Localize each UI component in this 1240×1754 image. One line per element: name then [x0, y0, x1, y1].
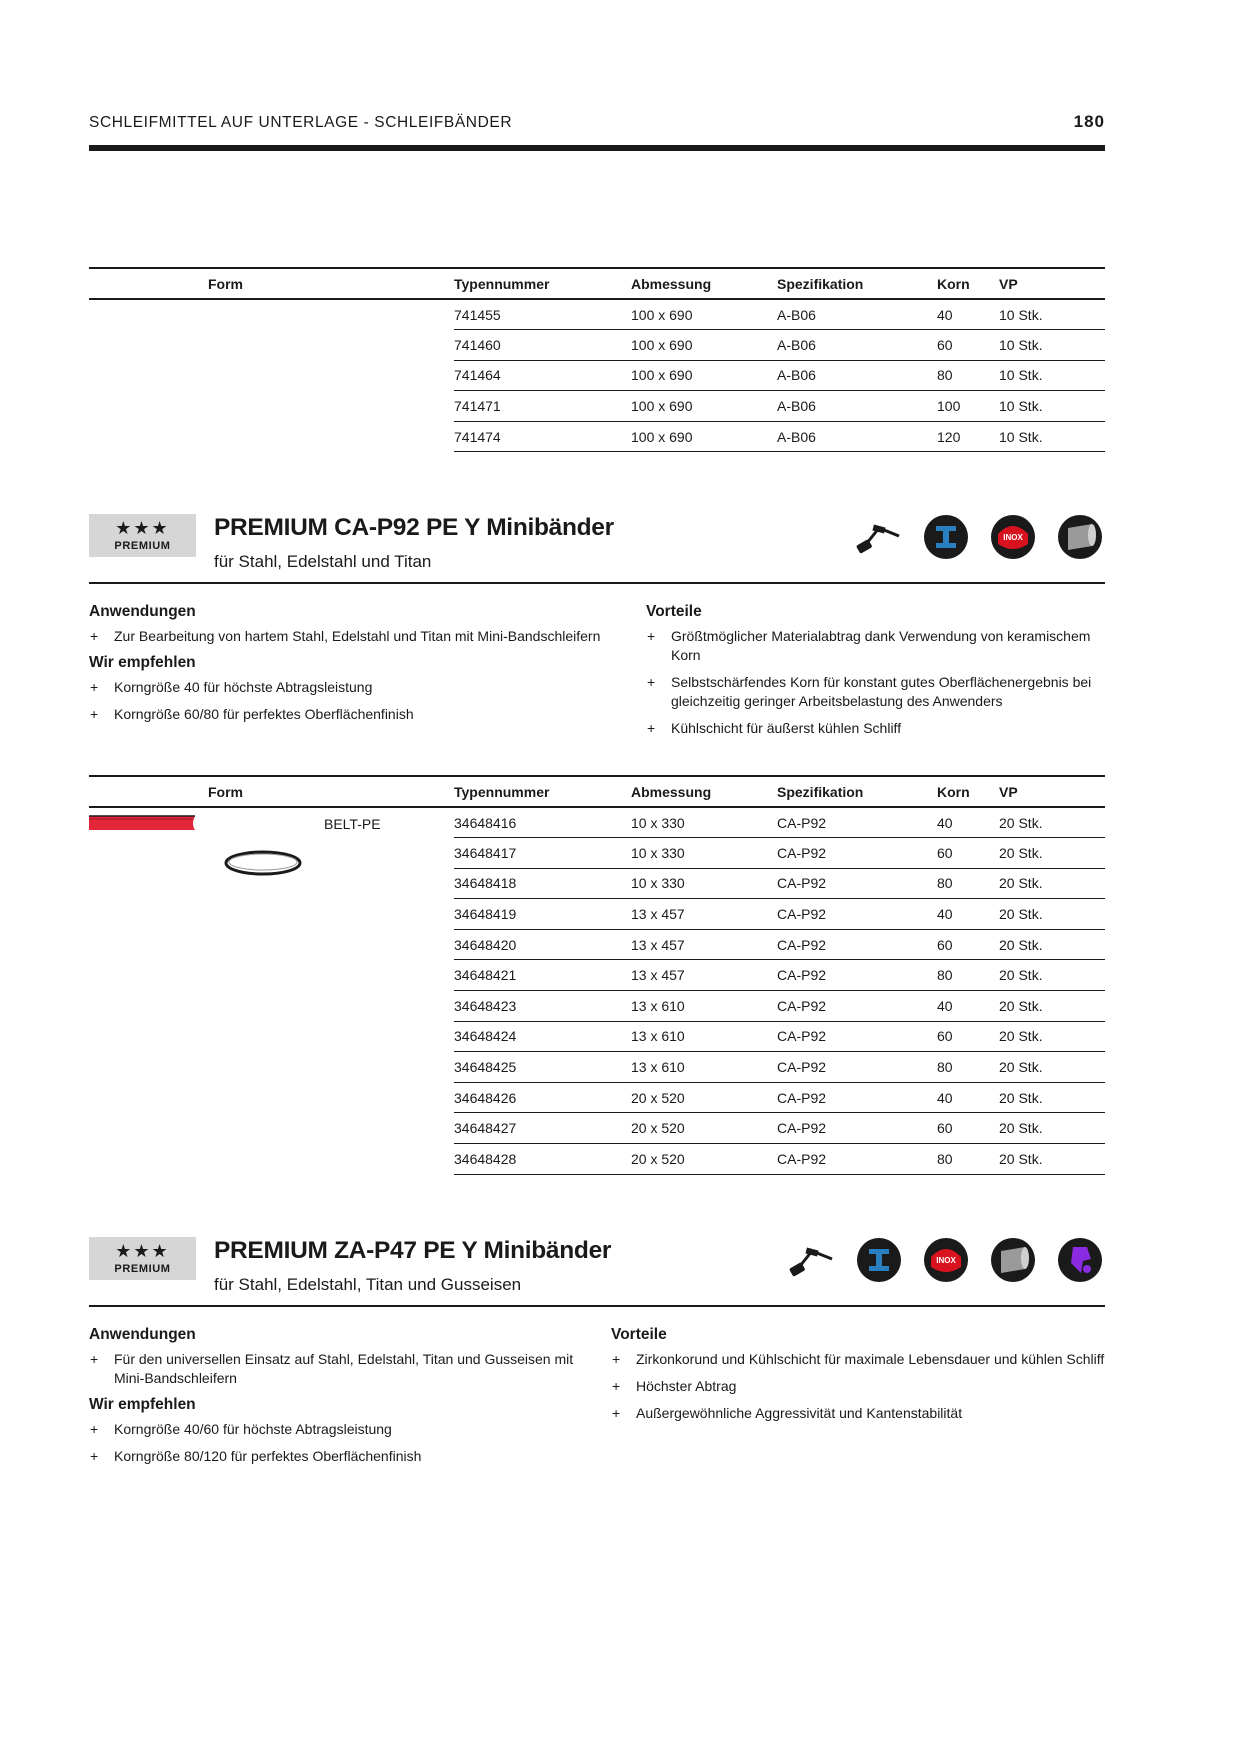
cell-korn: 40	[937, 1082, 999, 1113]
cell-korn: 60	[937, 330, 999, 361]
cell-vp: 10 Stk.	[999, 360, 1105, 391]
cell-korn: 80	[937, 1144, 999, 1175]
inox-label: INOX	[936, 1256, 956, 1265]
cell-typennummer: 741455	[454, 299, 631, 330]
cell-korn: 40	[937, 807, 999, 838]
cell-vp: 10 Stk.	[999, 299, 1105, 330]
cell-vp: 20 Stk.	[999, 960, 1105, 991]
list-item: + Zirkonkorund und Kühlschicht für maximale Lebensdauer und kühlen Schliff	[611, 1350, 1106, 1369]
inox-icon	[990, 514, 1036, 565]
mini-belt-sander-icon	[855, 518, 903, 563]
cell-spezifikation: CA-P92	[777, 1021, 937, 1052]
material-icons	[855, 514, 1105, 560]
cell-vp: 10 Stk.	[999, 421, 1105, 452]
list-item: + Zur Bearbeitung von hartem Stahl, Edelstahl und Titan mit Mini-Bandschleifern	[89, 627, 629, 646]
cell-typennummer: 741474	[454, 421, 631, 452]
cell-typennummer: 34648419	[454, 899, 631, 930]
cell-vp: 20 Stk.	[999, 991, 1105, 1022]
cell-abmessung: 10 x 330	[631, 838, 777, 869]
cell-spezifikation: CA-P92	[777, 1082, 937, 1113]
list-item: + Kühlschicht für äußerst kühlen Schliff	[646, 719, 1106, 738]
product-2-anwendungen	[89, 1326, 599, 1474]
cell-typennummer: 34648424	[454, 1021, 631, 1052]
cell-spezifikation: A-B06	[777, 330, 937, 361]
product-title: PREMIUM CA-P92 PE Y Minibänder	[214, 514, 614, 541]
col-form: Form	[89, 268, 454, 299]
cell-vp: 20 Stk.	[999, 1052, 1105, 1083]
belt-strip-image	[89, 812, 199, 835]
cell-typennummer: 34648428	[454, 1144, 631, 1175]
inox-label: INOX	[1003, 533, 1023, 542]
list-item: + Für den universellen Einsatz auf Stahl, Edelstahl, Titan und Gusseisen mit Mini-Bandschleifern	[89, 1350, 599, 1388]
table-row	[89, 299, 1105, 330]
steel-icon	[923, 514, 969, 565]
cell-spezifikation: CA-P92	[777, 991, 937, 1022]
cell-abmessung: 100 x 690	[631, 299, 777, 330]
product-table-1	[89, 267, 1105, 452]
list-item: + Höchster Abtrag	[611, 1377, 1106, 1396]
cell-abmessung: 100 x 690	[631, 330, 777, 361]
cell-vp: 10 Stk.	[999, 391, 1105, 422]
cell-spezifikation: CA-P92	[777, 1052, 937, 1083]
cell-spezifikation: CA-P92	[777, 960, 937, 991]
product-2-vorteile	[611, 1326, 1106, 1431]
list-item: + Außergewöhnliche Aggressivität und Kantenstabilität	[611, 1404, 1106, 1423]
cell-korn: 40	[937, 991, 999, 1022]
premium-badge	[89, 514, 196, 557]
list-item: + Korngröße 80/120 für perfektes Oberflächenfinish	[89, 1447, 599, 1466]
premium-badge	[89, 1237, 196, 1280]
product-subtitle: für Stahl, Edelstahl, Titan und Gusseisen	[214, 1275, 522, 1294]
form-cell	[89, 807, 454, 1174]
badge-label: PREMIUM	[114, 1263, 171, 1275]
stars-icon: ★★★	[115, 518, 170, 538]
cell-spezifikation: CA-P92	[777, 868, 937, 899]
cell-typennummer: 741460	[454, 330, 631, 361]
cell-vp: 20 Stk.	[999, 1082, 1105, 1113]
cell-abmessung: 13 x 457	[631, 899, 777, 930]
col-vp: VP	[999, 268, 1105, 299]
cell-korn: 80	[937, 868, 999, 899]
cell-abmessung: 13 x 610	[631, 1021, 777, 1052]
cell-korn: 60	[937, 929, 999, 960]
cell-abmessung: 20 x 520	[631, 1144, 777, 1175]
cell-abmessung: 10 x 330	[631, 868, 777, 899]
cell-typennummer: 34648417	[454, 838, 631, 869]
cell-korn: 60	[937, 1021, 999, 1052]
steel-icon	[856, 1237, 902, 1288]
list-item: + Größtmöglicher Materialabtrag dank Verwendung von keramischem Korn	[646, 627, 1106, 665]
cell-vp: 20 Stk.	[999, 838, 1105, 869]
cell-typennummer: 34648427	[454, 1113, 631, 1144]
col-abmessung: Abmessung	[631, 268, 777, 299]
page-header-title: SCHLEIFMITTEL AUF UNTERLAGE - SCHLEIFBÄNDER	[89, 114, 513, 131]
cell-korn: 120	[937, 421, 999, 452]
cell-korn: 40	[937, 299, 999, 330]
titanium-icon	[1057, 514, 1103, 565]
cell-korn: 100	[937, 391, 999, 422]
cell-korn: 40	[937, 899, 999, 930]
cell-typennummer: 34648425	[454, 1052, 631, 1083]
product-subtitle: für Stahl, Edelstahl und Titan	[214, 552, 432, 571]
anwendungen-heading: Anwendungen	[89, 1326, 196, 1343]
cell-spezifikation: A-B06	[777, 360, 937, 391]
mini-belt-sander-icon	[788, 1241, 836, 1286]
cell-vp: 10 Stk.	[999, 330, 1105, 361]
cell-abmessung: 100 x 690	[631, 391, 777, 422]
cell-typennummer: 34648418	[454, 868, 631, 899]
cell-spezifikation: A-B06	[777, 421, 937, 452]
table-row	[89, 807, 1105, 838]
cell-typennummer: 34648426	[454, 1082, 631, 1113]
cell-korn: 60	[937, 1113, 999, 1144]
cell-korn: 80	[937, 1052, 999, 1083]
form-cell	[89, 299, 454, 452]
list-item: + Korngröße 40 für höchste Abtragsleistung	[89, 678, 629, 697]
cell-typennummer: 34648420	[454, 929, 631, 960]
form-label: BELT-PE	[324, 816, 381, 832]
cell-abmessung: 13 x 610	[631, 991, 777, 1022]
cell-typennummer: 741464	[454, 360, 631, 391]
col-korn: Korn	[937, 268, 999, 299]
cell-vp: 20 Stk.	[999, 1144, 1105, 1175]
col-spezifikation: Spezifikation	[777, 776, 937, 807]
cell-vp: 20 Stk.	[999, 929, 1105, 960]
col-spezifikation: Spezifikation	[777, 268, 937, 299]
col-typennummer: Typennummer	[454, 776, 631, 807]
empfehlen-heading: Wir empfehlen	[89, 1396, 196, 1413]
section-rule	[89, 582, 1105, 584]
col-vp: VP	[999, 776, 1105, 807]
inox-icon	[923, 1237, 969, 1288]
cell-korn: 80	[937, 960, 999, 991]
cell-typennummer: 34648423	[454, 991, 631, 1022]
col-form: Form	[89, 776, 454, 807]
material-icons	[788, 1237, 1105, 1283]
cell-spezifikation: CA-P92	[777, 838, 937, 869]
section-rule	[89, 1305, 1105, 1307]
stars-icon: ★★★	[115, 1241, 170, 1261]
belt-loop-image	[223, 848, 303, 881]
col-abmessung: Abmessung	[631, 776, 777, 807]
cell-korn: 60	[937, 838, 999, 869]
cell-spezifikation: CA-P92	[777, 1113, 937, 1144]
cell-vp: 20 Stk.	[999, 899, 1105, 930]
titanium-icon	[990, 1237, 1036, 1288]
cell-abmessung: 100 x 690	[631, 360, 777, 391]
col-typennummer: Typennummer	[454, 268, 631, 299]
cell-abmessung: 20 x 520	[631, 1113, 777, 1144]
product-1-anwendungen	[89, 603, 629, 732]
cell-spezifikation: A-B06	[777, 299, 937, 330]
vorteile-heading: Vorteile	[646, 603, 702, 620]
anwendungen-heading: Anwendungen	[89, 603, 196, 620]
table-header-row	[89, 776, 1105, 807]
col-korn: Korn	[937, 776, 999, 807]
cell-vp: 20 Stk.	[999, 807, 1105, 838]
cell-spezifikation: CA-P92	[777, 899, 937, 930]
empfehlen-heading: Wir empfehlen	[89, 654, 196, 671]
list-item: + Selbstschärfendes Korn für konstant gutes Oberflächenergebnis bei gleichzeitig geringer Arbeitsbelastung des Anwenders	[646, 673, 1106, 711]
header-rule	[89, 145, 1105, 151]
product-table-2	[89, 775, 1105, 1175]
cell-typennummer: 34648421	[454, 960, 631, 991]
cell-spezifikation: A-B06	[777, 391, 937, 422]
product-1-vorteile	[646, 603, 1106, 746]
cell-abmessung: 13 x 457	[631, 960, 777, 991]
cell-korn: 80	[937, 360, 999, 391]
list-item: + Korngröße 60/80 für perfektes Oberflächenfinish	[89, 705, 629, 724]
cell-abmessung: 20 x 520	[631, 1082, 777, 1113]
cell-spezifikation: CA-P92	[777, 1144, 937, 1175]
badge-label: PREMIUM	[114, 540, 171, 552]
page-number: 180	[1073, 112, 1105, 131]
cell-abmessung: 100 x 690	[631, 421, 777, 452]
cell-vp: 20 Stk.	[999, 868, 1105, 899]
cell-vp: 20 Stk.	[999, 1021, 1105, 1052]
vorteile-heading: Vorteile	[611, 1326, 667, 1343]
cell-vp: 20 Stk.	[999, 1113, 1105, 1144]
table-header-row	[89, 268, 1105, 299]
cast-iron-icon	[1057, 1237, 1103, 1288]
list-item: + Korngröße 40/60 für höchste Abtragsleistung	[89, 1420, 599, 1439]
page-header	[89, 111, 1105, 153]
cell-abmessung: 13 x 457	[631, 929, 777, 960]
cell-abmessung: 13 x 610	[631, 1052, 777, 1083]
cell-typennummer: 741471	[454, 391, 631, 422]
product-title: PREMIUM ZA-P47 PE Y Minibänder	[214, 1237, 612, 1264]
cell-abmessung: 10 x 330	[631, 807, 777, 838]
cell-spezifikation: CA-P92	[777, 929, 937, 960]
cell-typennummer: 34648416	[454, 807, 631, 838]
cell-spezifikation: CA-P92	[777, 807, 937, 838]
